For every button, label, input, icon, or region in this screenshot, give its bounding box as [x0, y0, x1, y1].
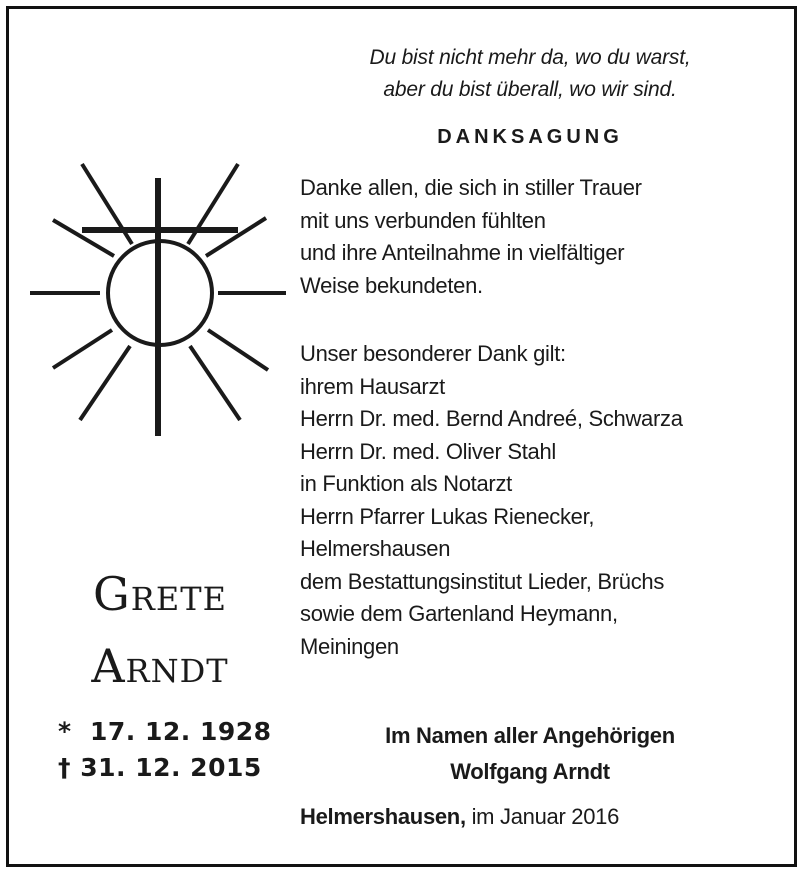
special-thanks-line: Helmershausen: [300, 536, 451, 561]
heading: DANKSAGUNG: [437, 126, 623, 148]
special-thanks-line: in Funktion als Notarzt: [300, 471, 512, 496]
death-date: † 31. 12. 2015: [58, 753, 262, 782]
signature-name: Wolfgang Arndt: [450, 759, 610, 784]
place: Helmershausen,: [300, 804, 466, 829]
special-thanks: [300, 338, 683, 663]
special-thanks-line: ihrem Hausarzt: [300, 373, 445, 399]
special-thanks-line: sowie dem Gartenland Heymann,: [300, 601, 618, 626]
special-thanks-line: Herrn Dr. med. Oliver Stahl: [300, 438, 556, 464]
thanks-line: Weise bekundeten.: [300, 272, 483, 298]
thanks-paragraph: [300, 172, 642, 302]
birth-date: * 17. 12. 1928: [58, 717, 272, 746]
special-thanks-line: Herrn Dr. med. Bernd Andreé, Schwarza: [300, 406, 683, 431]
deceased-last-name: Arndt: [91, 639, 229, 693]
deceased-first-name: Grete: [93, 567, 227, 621]
special-thanks-line: Herrn Pfarrer Lukas Rienecker,: [300, 503, 595, 529]
quote-line: Du bist nicht mehr da, wo du warst,: [369, 46, 691, 69]
quote-line: aber du bist überall, wo wir sind.: [383, 78, 677, 101]
thanks-line: mit uns verbunden fühlten: [300, 207, 546, 233]
thanks-line: und ihre Anteilnahme in vielfältiger: [300, 240, 625, 265]
signature-line: Im Namen aller Angehörigen: [385, 723, 675, 748]
thanks-line: Danke allen, die sich in stiller Trauer: [300, 175, 642, 200]
special-thanks-line: dem Bestattungsinstitut Lieder, Brüchs: [300, 568, 665, 594]
special-thanks-line: Unser besonderer Dank gilt:: [300, 341, 566, 366]
special-thanks-line: Meiningen: [300, 633, 399, 659]
date: im Januar 2016: [465, 804, 620, 829]
quote: [300, 42, 760, 106]
place-date: [300, 804, 619, 830]
signature: [300, 718, 760, 790]
cross-with-sun-rays-icon: [28, 158, 290, 438]
life-dates: [58, 714, 272, 786]
